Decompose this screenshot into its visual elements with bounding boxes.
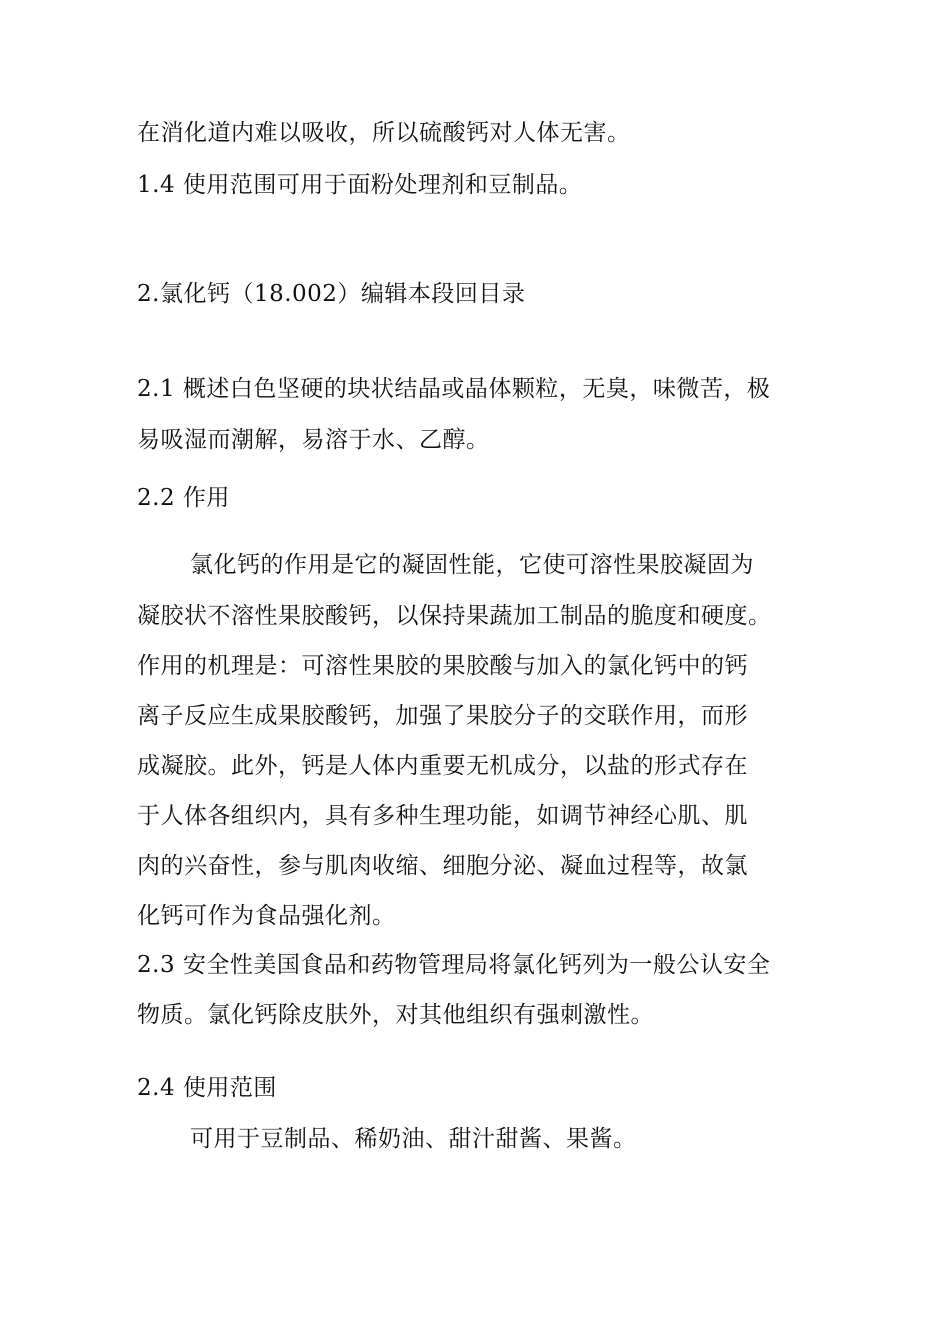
section-2-2-paragraph-line-1: 氯化钙的作用是它的凝固性能，它使可溶性果胶凝固为 [190,552,754,578]
section-2-2-paragraph-line-8: 化钙可作为食品强化剂。 [137,903,396,929]
section-2-2-paragraph-line-4: 离子反应生成果胶酸钙，加强了果胶分子的交联作用，而形 [137,703,748,729]
section-2-heading: 2.氯化钙（18.002）编辑本段回目录 [137,281,526,307]
section-2-2-paragraph-line-5: 成凝胶。此外，钙是人体内重要无机成分，以盐的形式存在 [137,753,748,779]
section-2-2-paragraph-line-6: 于人体各组织内，具有多种生理功能，如调节神经心肌、肌 [137,803,748,829]
section-2-2-paragraph-line-2: 凝胶状不溶性果胶酸钙，以保持果蔬加工制品的脆度和硬度。 [137,603,772,629]
section-2-3-safety-line-1: 2.3 安全性美国食品和药物管理局将氯化钙列为一般公认安全 [137,952,771,978]
section-2-2-paragraph-line-7: 肉的兴奋性，参与肌肉收缩、细胞分泌、凝血过程等，故氯 [137,853,748,879]
section-2-1-overview-line-2: 易吸湿而潮解，易溶于水、乙醇。 [137,427,490,453]
section-2-4-heading: 2.4 使用范围 [137,1075,277,1101]
section-1-4-usage: 1.4 使用范围可用于面粉处理剂和豆制品。 [137,172,583,198]
section-2-1-overview-line-1: 2.1 概述白色坚硬的块状结晶或晶体颗粒，无臭，味微苦，极 [137,376,771,402]
section-2-2-paragraph-line-3: 作用的机理是：可溶性果胶的果胶酸与加入的氯化钙中的钙 [137,653,748,679]
section-2-2-heading: 2.2 作用 [137,485,230,511]
section-2-4-usage-text: 可用于豆制品、稀奶油、甜汁甜酱、果酱。 [190,1126,637,1152]
section-2-3-safety-line-2: 物质。氯化钙除皮肤外，对其他组织有强刺激性。 [137,1002,654,1028]
text-line-1-3-end: 在消化道内难以吸收，所以硫酸钙对人体无害。 [137,120,631,146]
